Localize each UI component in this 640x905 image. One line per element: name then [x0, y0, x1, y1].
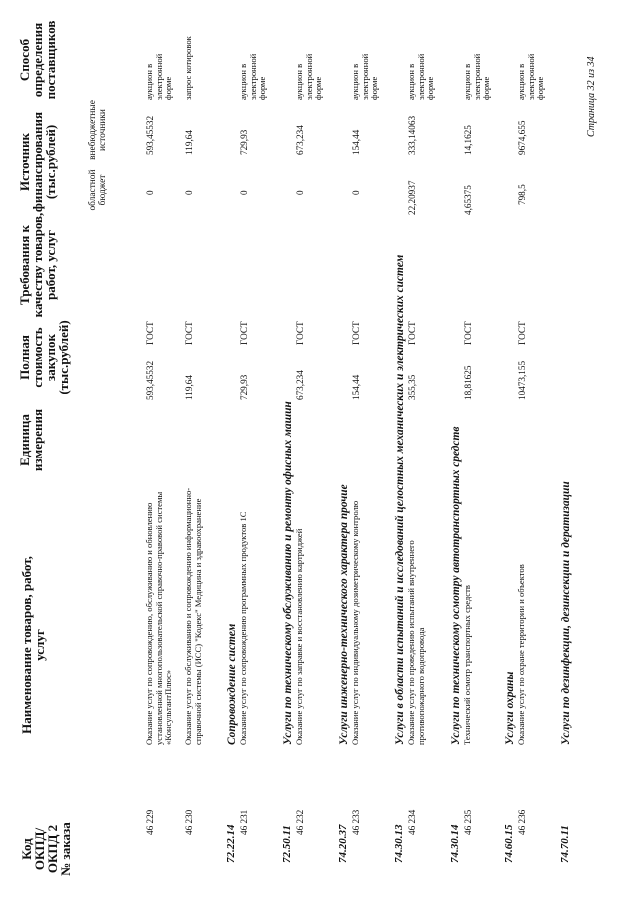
row-cost: 593,45532 [145, 360, 155, 400]
category-code: 74.60.15 [503, 824, 515, 863]
category-code: 72.50.11 [281, 825, 293, 863]
header-unit: Единица измерения [17, 408, 45, 472]
row-extra-budget: 673,234 [295, 125, 305, 155]
row-regional-budget: 0 [145, 190, 155, 195]
row-extra-budget: 9674,655 [517, 120, 527, 155]
row-extra-budget: 119,64 [184, 130, 194, 155]
row-number: 46 235 [463, 809, 473, 835]
category-title: Услуги инженерно-технического характера прочие [338, 484, 350, 745]
row-requirement: ГОСТ [145, 321, 155, 345]
row-name: Технический осмотр транспортных средств [462, 585, 472, 745]
row-cost: 10473,155 [517, 360, 527, 400]
row-extra-budget: 14,1625 [463, 125, 473, 155]
row-name: Оказание услуг по сопровождению, обслуживанию и обновлению установленной многопользовательской справочно-правовой системы «КонсультантПлюс» [144, 491, 174, 745]
row-method: аукцион в электронной форме [144, 53, 174, 100]
row-number: 46 229 [145, 809, 155, 835]
row-requirement: ГОСТ [239, 321, 249, 345]
row-cost: 355,35 [407, 374, 417, 400]
row-cost: 18,81625 [463, 365, 473, 400]
row-method: аукцион в электронной форме [238, 53, 268, 100]
header-code: Код ОКПД/ ОКПД 2 № заказа [19, 822, 73, 876]
header-method: Способ определения поставщиков [17, 20, 58, 100]
row-method: запрос котировок [183, 36, 193, 100]
row-number: 46 230 [184, 809, 194, 835]
header-source-regional: областной бюджет [88, 169, 108, 211]
row-name: Оказание услуг по охране территории и объектов [516, 564, 526, 745]
category-title: Услуги в области испытаний и исследований целостных механических и электрических систем [394, 254, 406, 745]
row-extra-budget: 333,14063 [407, 115, 417, 155]
row-name: Оказание услуг по индивидуальному дозиметрическому контролю [350, 500, 360, 745]
category-title: Услуги охраны [504, 671, 516, 745]
row-regional-budget: 0 [239, 190, 249, 195]
row-requirement: ГОСТ [407, 321, 417, 345]
row-regional-budget: 0 [184, 190, 194, 195]
category-code: 74.30.13 [393, 824, 405, 863]
header-cost: Полная стоимость закупок (тыс.рублей) [17, 320, 71, 395]
row-cost: 154,44 [351, 374, 361, 400]
row-number: 46 236 [517, 809, 527, 835]
row-method: аукцион в электронной форме [406, 53, 436, 100]
row-regional-budget: 0 [351, 190, 361, 195]
row-regional-budget: 0 [295, 190, 305, 195]
row-method: аукцион в электронной форме [462, 53, 492, 100]
row-extra-budget: 729,93 [239, 129, 249, 155]
row-method: аукцион в электронной форме [516, 53, 546, 100]
row-regional-budget: 22,20937 [407, 180, 417, 215]
row-name: Оказание услуг по сопровождению программных продуктов 1С [238, 511, 248, 745]
category-title: Услуги по техническому обслуживанию и ремонту офисных машин [282, 401, 294, 745]
row-extra-budget: 154,44 [351, 129, 361, 155]
row-cost: 119,64 [184, 375, 194, 400]
row-method: аукцион в электронной форме [294, 53, 324, 100]
page-number: Страница 32 из 34 [586, 56, 597, 137]
category-title: Услуги по техническому осмотру автотранспортных средств [450, 426, 462, 745]
row-extra-budget: 593,45532 [145, 115, 155, 155]
category-title: Сопровождение систем [226, 623, 238, 745]
row-requirement: ГОСТ [351, 321, 361, 345]
category-code: 74.30.14 [449, 824, 461, 863]
row-regional-budget: 4,65375 [463, 185, 473, 215]
category-code: 74.70.11 [559, 825, 571, 863]
category-title: Услуги по дезинфекции, дезинсекции и дератизации [560, 481, 572, 745]
row-number: 46 231 [239, 809, 249, 835]
row-number: 46 232 [295, 809, 305, 835]
row-name: Оказание услуг по проведению испытаний внутреннего противопожарного водопровода [406, 540, 426, 745]
row-name: Оказание услуг по обслуживанию и сопровождению информационно-справочной системы (ИСС) "Кодекс" Медицина и здравоохранение [183, 487, 203, 745]
row-cost: 673,234 [295, 370, 305, 400]
row-requirement: ГОСТ [463, 321, 473, 345]
row-requirement: ГОСТ [295, 321, 305, 345]
row-name: Оказание услуг по заправке и восстановлению картриджей [294, 528, 304, 745]
row-requirement: ГОСТ [517, 321, 527, 345]
row-number: 46 233 [351, 809, 361, 835]
header-name: Наименование товаров, работ, услуг [19, 556, 47, 734]
category-code: 74.20.37 [337, 824, 349, 863]
category-code: 72.22.14 [225, 824, 237, 863]
header-source-extra: внебюджетные источники [88, 100, 108, 160]
row-regional-budget: 798,5 [517, 184, 527, 205]
row-method: аукцион в электронной форме [350, 53, 380, 100]
header-source: Источник финансирования (тыс.рублей) [17, 111, 58, 213]
row-requirement: ГОСТ [184, 321, 194, 345]
row-number: 46 234 [407, 809, 417, 835]
header-req: Требования к качеству товаров, работ, услуг [17, 212, 58, 318]
row-cost: 729,93 [239, 374, 249, 400]
